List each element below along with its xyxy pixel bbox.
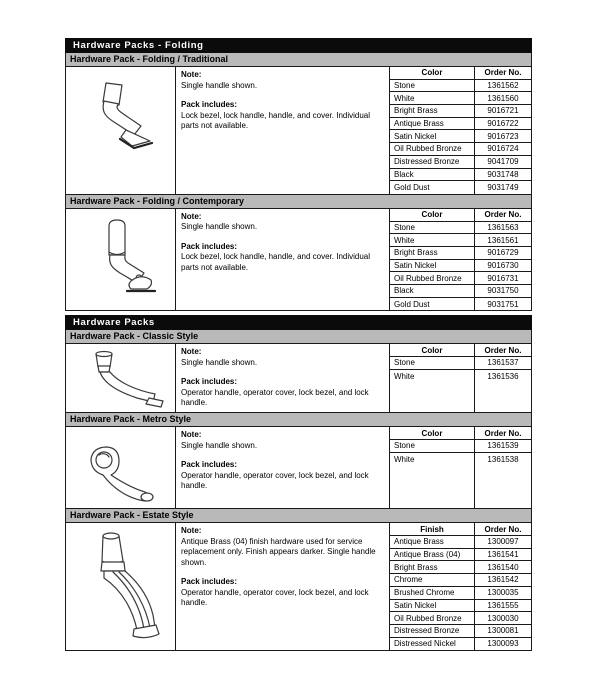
order-table <box>390 209 531 311</box>
order-column-header: Order No. <box>484 524 522 534</box>
table-row <box>390 181 531 194</box>
color-column-header: Color <box>390 67 475 79</box>
section-folding-contemporary <box>65 195 532 312</box>
finish-cell: Bright Brass <box>390 561 475 573</box>
table-row <box>390 600 531 613</box>
table-header-row <box>390 67 531 80</box>
section-folding-traditional <box>65 53 532 195</box>
section-title: Hardware Pack - Folding / Traditional <box>65 53 532 67</box>
color-cell: White <box>390 370 475 383</box>
pack-includes-label: Pack includes: <box>181 377 238 387</box>
folding-traditional-handle-illustration <box>66 67 176 194</box>
table-header-row <box>390 209 531 222</box>
note-cell <box>176 523 390 650</box>
table-row <box>390 80 531 93</box>
order-cell: 1361537 <box>487 358 519 368</box>
color-cell: White <box>390 92 475 104</box>
section-group-title-folding: Hardware Packs - Folding <box>65 38 532 53</box>
color-cell: Antique Brass <box>390 118 475 130</box>
pack-includes-label: Pack includes: <box>181 577 238 587</box>
section-title: Hardware Pack - Metro Style <box>65 413 532 427</box>
finish-cell: Antique Brass <box>390 536 475 548</box>
section-group-title-hardware-packs: Hardware Packs <box>65 315 532 330</box>
table-row <box>390 143 531 156</box>
color-cell: Stone <box>390 80 475 92</box>
color-cell: Bright Brass <box>390 247 475 259</box>
hardware-packs-document <box>65 38 532 651</box>
finish-cell: Oil Rubbed Bronze <box>390 612 475 624</box>
note-cell <box>176 427 390 508</box>
table-row <box>390 357 531 370</box>
order-cell: 9031750 <box>487 286 519 296</box>
order-cell: 9031749 <box>487 183 519 193</box>
order-cell: 9041709 <box>487 157 519 167</box>
metro-style-handle-illustration <box>66 427 176 508</box>
section-title: Hardware Pack - Classic Style <box>65 330 532 344</box>
table-row <box>390 561 531 574</box>
order-cell: 1361538 <box>487 454 519 464</box>
table-row <box>390 298 531 311</box>
finish-cell: Brushed Chrome <box>390 587 475 599</box>
order-cell: 9016722 <box>487 119 519 129</box>
order-column-header: Order No. <box>484 345 522 355</box>
order-table <box>390 523 531 650</box>
order-cell: 1361563 <box>487 222 519 232</box>
table-header-row <box>390 344 531 357</box>
note-text: Single handle shown. <box>181 80 258 90</box>
pack-includes-label: Pack includes: <box>181 241 238 251</box>
section-title: Hardware Pack - Folding / Contemporary <box>65 195 532 209</box>
order-cell: 1300081 <box>487 626 519 636</box>
table-row <box>390 574 531 587</box>
order-cell: 1300093 <box>487 639 519 649</box>
order-cell: 9031748 <box>487 169 519 179</box>
order-table <box>390 427 531 508</box>
order-cell: 9016731 <box>487 273 519 283</box>
color-cell: Oil Rubbed Bronze <box>390 272 475 284</box>
section-body <box>65 344 532 413</box>
pack-includes-text: Operator handle, operator cover, lock bezel, and lock handle. <box>181 387 369 408</box>
note-text: Antique Brass (04) finish hardware used for service replacement only. Finish appears darker. Single handle shown. <box>181 536 376 567</box>
table-filler <box>390 465 531 508</box>
order-cell: 1361541 <box>487 550 519 560</box>
finish-cell: Antique Brass (04) <box>390 549 475 561</box>
table-row <box>390 587 531 600</box>
order-table <box>390 67 531 194</box>
color-cell: Distressed Bronze <box>390 156 475 168</box>
color-column-header: Color <box>390 427 475 439</box>
handle-drawing-icon <box>75 74 167 186</box>
table-filler <box>390 382 531 412</box>
table-row <box>390 453 531 466</box>
handle-drawing-icon <box>75 431 167 505</box>
order-table <box>390 344 531 412</box>
section-body <box>65 427 532 509</box>
table-row <box>390 612 531 625</box>
table-row <box>390 105 531 118</box>
order-cell: 9016730 <box>487 260 519 270</box>
order-cell: 1300035 <box>487 588 519 598</box>
table-row <box>390 130 531 143</box>
order-cell: 1361536 <box>487 371 519 381</box>
color-column-header: Color <box>390 209 475 221</box>
table-row <box>390 234 531 247</box>
section-metro-style <box>65 413 532 509</box>
note-label: Note: <box>181 70 202 79</box>
pack-includes-text: Lock bezel, lock handle, handle, and cover. Individual parts not available. <box>181 252 371 272</box>
finish-cell: Distressed Nickel <box>390 638 475 651</box>
order-column-header: Order No. <box>484 210 522 220</box>
order-cell: 9031751 <box>487 299 519 309</box>
note-label: Note: <box>181 347 202 357</box>
table-row <box>390 222 531 235</box>
note-cell <box>176 209 390 311</box>
handle-drawing-icon <box>79 215 163 305</box>
section-body <box>65 67 532 195</box>
order-cell: 9016721 <box>487 106 519 116</box>
note-text: Single handle shown. <box>181 440 258 450</box>
pack-includes-text: Operator handle, operator cover, lock bezel, and lock handle. <box>181 587 369 608</box>
order-cell: 1361542 <box>487 575 519 585</box>
color-cell: Black <box>390 285 475 297</box>
note-cell <box>176 344 390 412</box>
folding-contemporary-handle-illustration <box>66 209 176 311</box>
color-cell: Bright Brass <box>390 105 475 117</box>
section-body <box>65 209 532 312</box>
table-row <box>390 260 531 273</box>
color-cell: White <box>390 234 475 246</box>
color-cell: Black <box>390 169 475 181</box>
color-cell: Stone <box>390 440 475 452</box>
pack-includes-text: Operator handle, operator cover, lock bezel, and lock handle. <box>181 470 369 491</box>
table-header-row <box>390 427 531 440</box>
color-column-header: Color <box>390 344 475 356</box>
table-row <box>390 440 531 453</box>
table-row <box>390 247 531 260</box>
section-estate-style <box>65 509 532 651</box>
color-cell: Satin Nickel <box>390 130 475 142</box>
color-cell: White <box>390 453 475 466</box>
note-label: Note: <box>181 211 202 221</box>
order-cell: 9016724 <box>487 144 519 154</box>
pack-includes-text: Lock bezel, lock handle, handle, and cover. Individual parts not available. <box>181 110 371 130</box>
color-cell: Gold Dust <box>390 181 475 194</box>
table-row <box>390 92 531 105</box>
color-cell: Oil Rubbed Bronze <box>390 143 475 155</box>
order-cell: 1361561 <box>487 235 519 245</box>
order-cell: 1361560 <box>487 93 519 103</box>
table-row <box>390 156 531 169</box>
order-cell: 1361555 <box>487 600 519 610</box>
section-classic-style <box>65 330 532 413</box>
table-row <box>390 285 531 298</box>
table-row <box>390 118 531 131</box>
order-cell: 1361562 <box>487 81 519 91</box>
note-text: Single handle shown. <box>181 222 258 232</box>
note-label: Note: <box>181 430 202 440</box>
handle-drawing-icon <box>73 347 169 409</box>
table-row <box>390 272 531 285</box>
finish-cell: Distressed Bronze <box>390 625 475 637</box>
section-title: Hardware Pack - Estate Style <box>65 509 532 523</box>
classic-style-handle-illustration <box>66 344 176 412</box>
table-row <box>390 625 531 638</box>
note-text: Single handle shown. <box>181 357 258 367</box>
color-cell: Gold Dust <box>390 298 475 311</box>
finish-cell: Chrome <box>390 574 475 586</box>
order-cell: 9016729 <box>487 248 519 258</box>
order-column-header: Order No. <box>484 68 522 78</box>
section-body <box>65 523 532 651</box>
estate-style-handle-illustration <box>66 523 176 650</box>
table-row <box>390 536 531 549</box>
order-cell: 9016723 <box>487 131 519 141</box>
note-cell <box>176 67 390 194</box>
order-cell: 1300030 <box>487 613 519 623</box>
table-row <box>390 370 531 383</box>
finish-column-header: Finish <box>390 523 475 535</box>
table-row <box>390 549 531 562</box>
order-cell: 1361539 <box>487 441 519 451</box>
color-cell: Stone <box>390 222 475 234</box>
table-row <box>390 638 531 651</box>
order-cell: 1361540 <box>487 562 519 572</box>
color-cell: Stone <box>390 357 475 369</box>
table-row <box>390 169 531 182</box>
handle-drawing-icon <box>73 527 169 647</box>
pack-includes-label: Pack includes: <box>181 460 238 470</box>
color-cell: Satin Nickel <box>390 260 475 272</box>
order-column-header: Order No. <box>484 428 522 438</box>
table-header-row <box>390 523 531 536</box>
order-cell: 1300097 <box>487 537 519 547</box>
finish-cell: Satin Nickel <box>390 600 475 612</box>
note-label: Note: <box>181 526 202 536</box>
pack-includes-label: Pack includes: <box>181 100 238 109</box>
